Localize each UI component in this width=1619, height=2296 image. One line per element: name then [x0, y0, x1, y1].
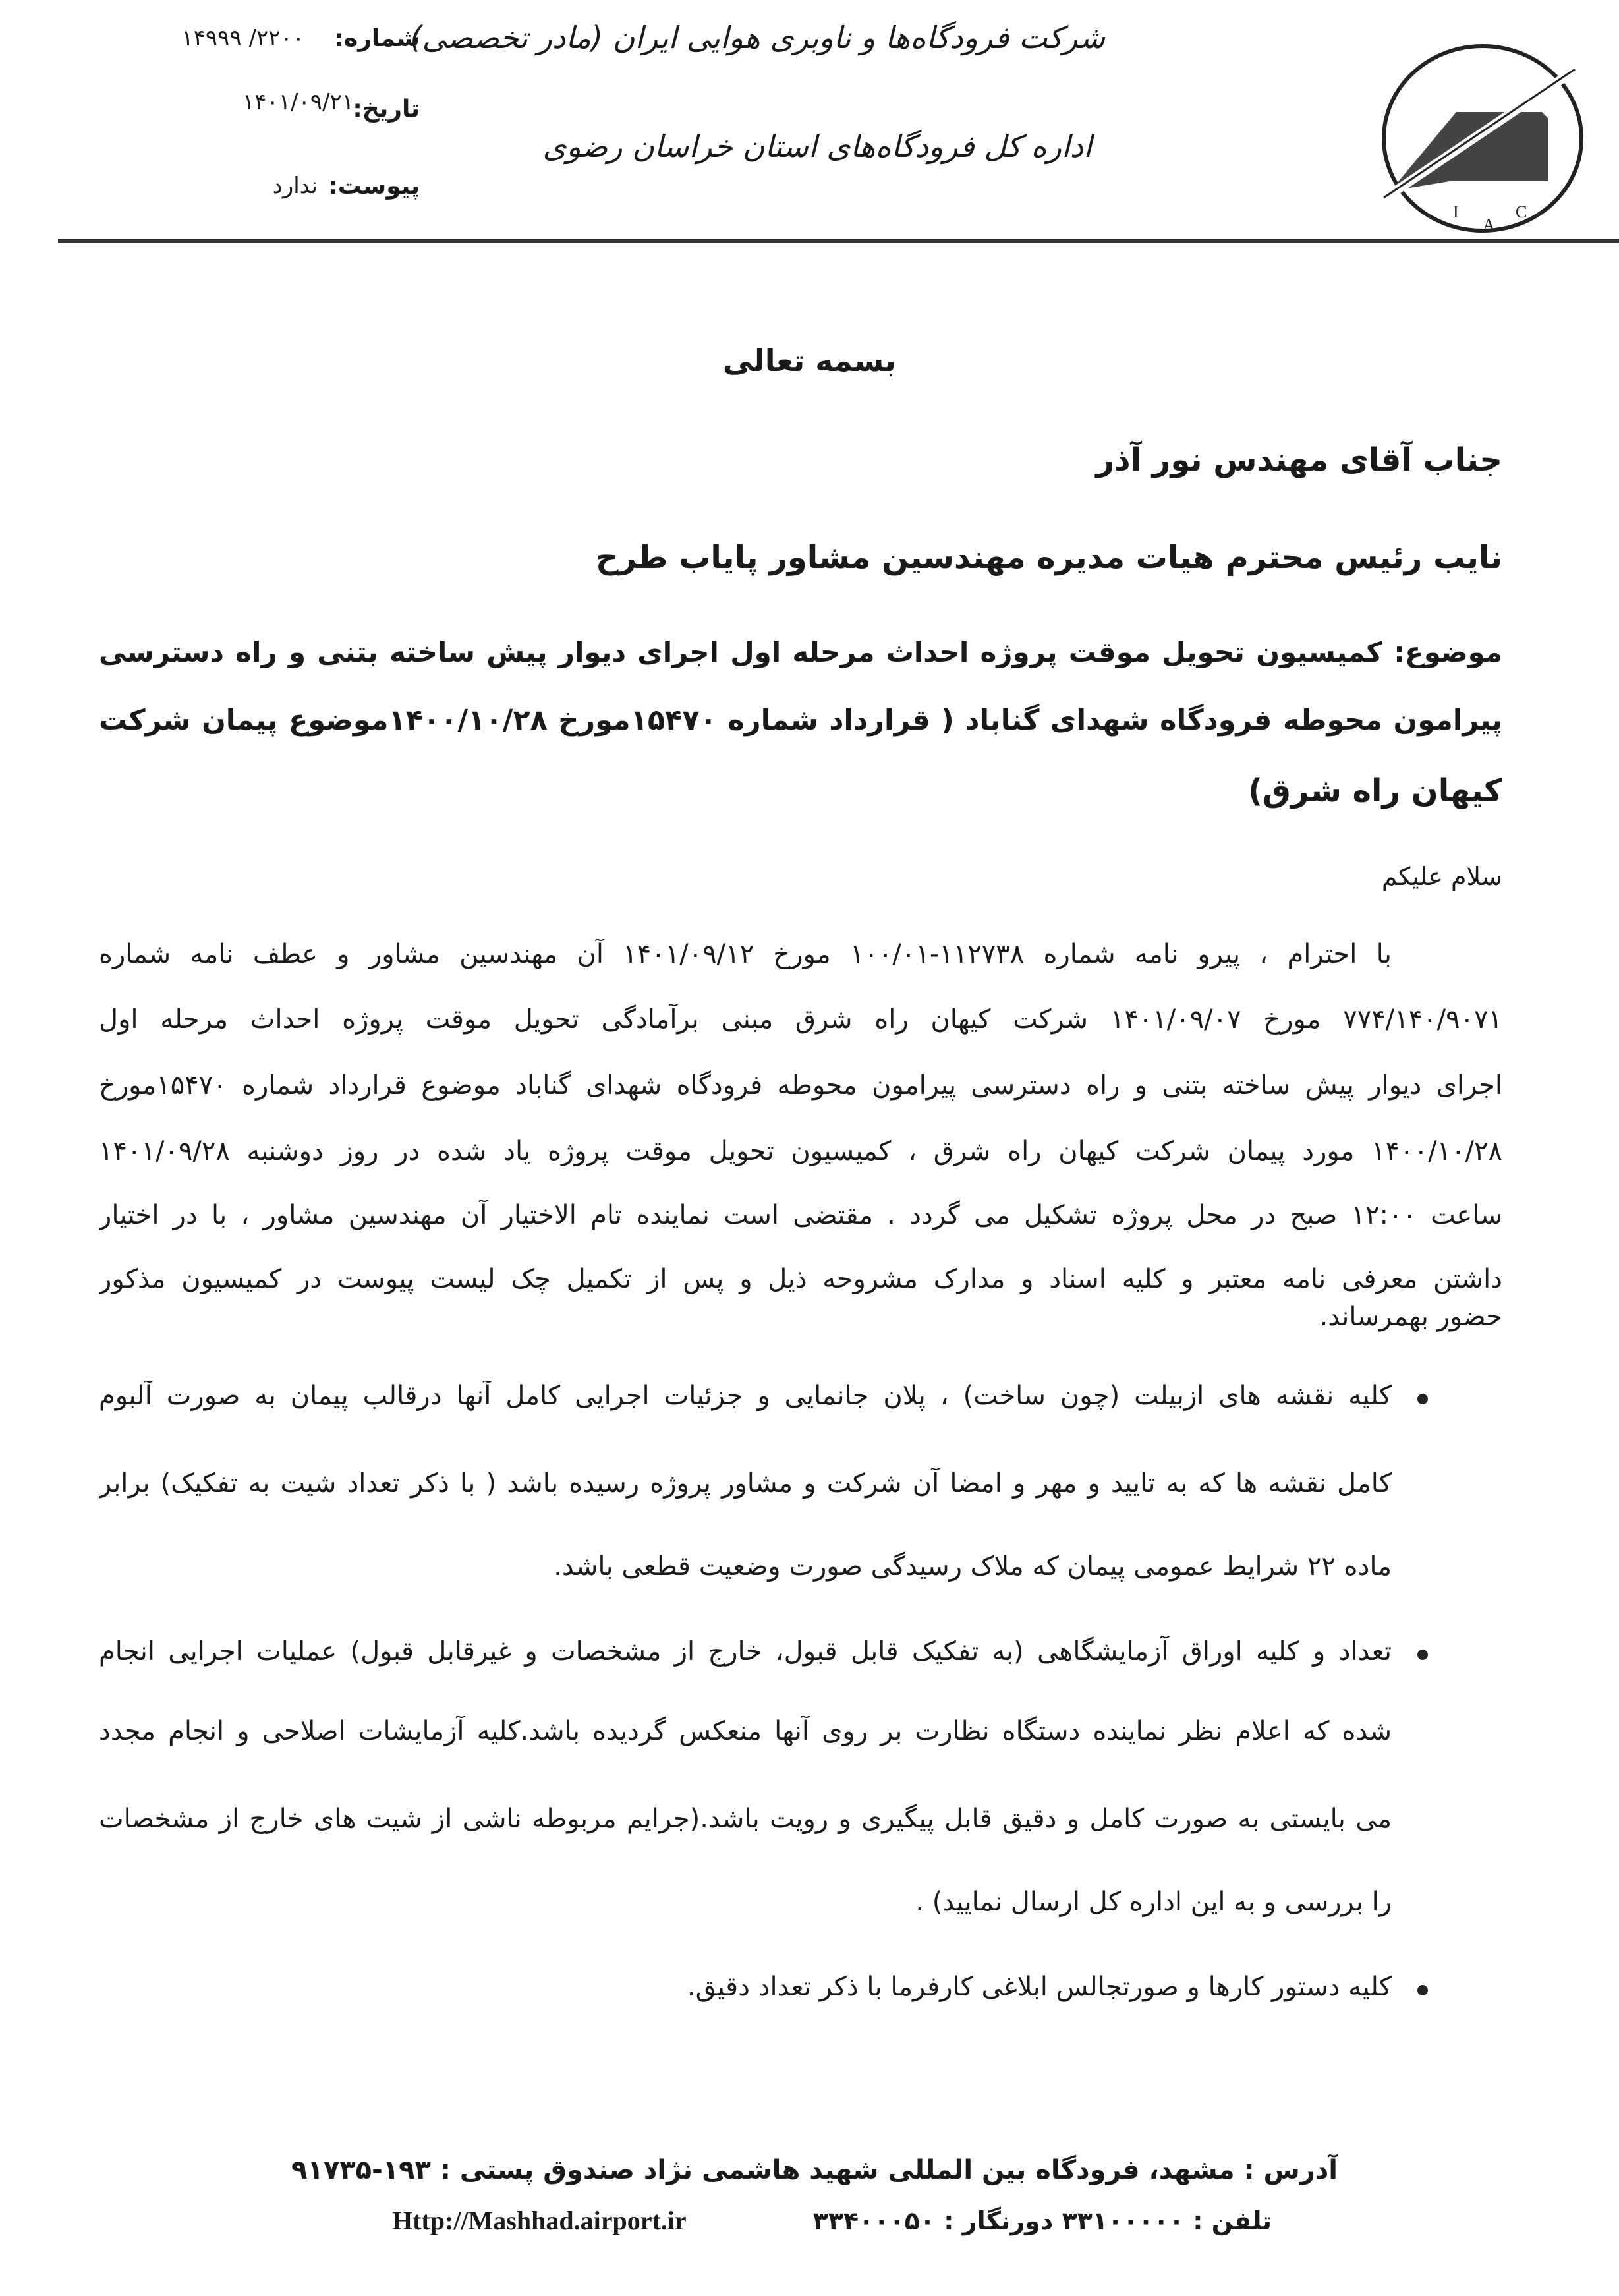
- bullet-icon: [1417, 1985, 1428, 1995]
- body-line: حضور بهمرساند.: [1319, 1302, 1502, 1332]
- date-label: تاریخ:: [353, 96, 420, 123]
- bullet-line: می بایستی به صورت کامل و دقیق قابل پیگیری و رویت باشد.(جرایم مربوطه ناشی از شیت های خارج از مشخصات: [99, 1804, 1392, 1834]
- attachment-label: پیوست:: [328, 173, 420, 200]
- footer-website[interactable]: Http://Mashhad.airport.ir: [392, 2206, 687, 2235]
- header-divider: [58, 239, 1619, 243]
- footer-address: آدرس : مشهد، فرودگاه بین المللی شهید هاشمی نژاد صندوق پستی : ۱۹۳-۹۱۷۳۵: [291, 2155, 1338, 2185]
- bullet-line: شده که اعلام نظر نماینده دستگاه نظارت بر روی آنها منعکس گردیده باشد.کلیه آزمایشات اصلاحی و انجام مجدد: [99, 1716, 1392, 1746]
- subject-line: موضوع: کمیسیون تحویل موقت پروژه احداث مرحله اول اجرای دیوار پیش ساخته بتنی و راه دسترسی: [99, 636, 1502, 668]
- svg-text:C: C: [1516, 202, 1527, 221]
- bullet-line: تعداد و کلیه اوراق آزمایشگاهی (به تفکیک قابل قبول، خارج از مشخصات و غیرقابل قبول) عملیات اجرایی انجام: [99, 1636, 1392, 1667]
- number-value: ۲۲۰۰/ ۱۴۹۹۹: [181, 25, 304, 51]
- recipient-title: نایب رئیس محترم هیات مدیره مهندسین مشاور پایاب طرح: [595, 539, 1502, 576]
- subject-line: کیهان راه شرق): [1248, 772, 1502, 809]
- invocation: بسمه تعالی: [722, 343, 897, 378]
- bullet-icon: [1417, 1650, 1428, 1660]
- footer-phone: تلفن : ۳۳۱۰۰۰۰۰ دورنگار : ۳۳۴۰۰۰۵۰: [812, 2206, 1272, 2235]
- number-label: شماره:: [334, 25, 420, 52]
- bullet-line: را بررسی و به این اداره کل ارسال نمایید) .: [915, 1887, 1392, 1917]
- bullet-line: ماده ۲۲ شرایط عمومی پیمان که ملاک رسیدگی صورت وضعیت قطعی باشد.: [554, 1551, 1392, 1582]
- bullet-line: کلیه دستور کارها و صورتجالس ابلاغی کارفرما با ذکر تعداد دقیق.: [687, 1972, 1392, 2002]
- greeting: سلام علیکم: [1381, 862, 1502, 891]
- date-value: ۱۴۰۱/۰۹/۲۱: [242, 89, 354, 115]
- bullet-icon: [1417, 1394, 1428, 1404]
- body-line: ۷۷۴/۱۴۰/۹۰۷۱ مورخ ۱۴۰۱/۰۹/۰۷ شرکت کیهان راه شرق مبنی برآمادگی تحویل موقت پروژه احداث مرحله اول: [99, 1004, 1502, 1035]
- body-line: با احترام ، پیرو نامه شماره ۱۱۲۷۳۸-۱۰۰/۰۱ مورخ ۱۴۰۱/۰۹/۱۲ آن مهندسین مشاور و عطف نامه شماره: [99, 939, 1392, 969]
- svg-text:I: I: [1453, 202, 1459, 221]
- svg-text:A: A: [1483, 215, 1495, 235]
- iac-logo: [1351, 40, 1588, 237]
- body-line: اجرای دیوار پیش ساخته بتنی و راه دسترسی پیرامون محوطه فرودگاه شهدای گناباد موضوع قرارداد شماره ۱۵۴۷۰مورخ: [99, 1070, 1502, 1101]
- body-line: داشتن معرفی نامه معتبر و کلیه اسناد و مدارک مشروحه ذیل و پس از تکمیل چک لیست پیوست در کمیسیون مذکور: [99, 1264, 1502, 1294]
- subject-line: پیرامون محوطه فرودگاه شهدای گناباد ( قرارداد شماره ۱۵۴۷۰مورخ ۱۴۰۰/۱۰/۲۸موضوع پیمان شرکت: [99, 704, 1502, 737]
- recipient-name: جناب آقای مهندس نور آذر: [1096, 442, 1502, 478]
- attachment-value: ندارد: [272, 173, 318, 199]
- body-line: ساعت ۱۲:۰۰ صبح در محل پروژه تشکیل می گردد . مقتضی است نماینده تام الاختیار آن مهندسین مشاور ، با در اختیار: [99, 1200, 1502, 1230]
- bullet-line: کامل نقشه ها که به تایید و مهر و امضا آن شرکت و مشاور پروژه رسیده باشد ( با ذکر تعداد شیت به تفکیک) برابر: [99, 1468, 1392, 1499]
- bullet-line: کلیه نقشه های ازبیلت (چون ساخت) ، پلان جانمایی و جزئیات اجرایی کامل آنها درقالب پیمان به صورت آلبوم: [99, 1381, 1392, 1411]
- company-name: شرکت فرودگاه‌ها و ناوبری هوایی ایران (مادر تخصصی): [410, 20, 1105, 55]
- body-line: ۱۴۰۰/۱۰/۲۸ مورد پیمان شرکت کیهان راه شرق ، کمیسیون تحویل موقت پروژه یاد شده در روز دوشنبه ۱۴۰۱/۰۹/۲۸: [99, 1136, 1502, 1166]
- office-name: اداره کل فرودگاه‌های استان خراسان رضوی: [542, 129, 1092, 164]
